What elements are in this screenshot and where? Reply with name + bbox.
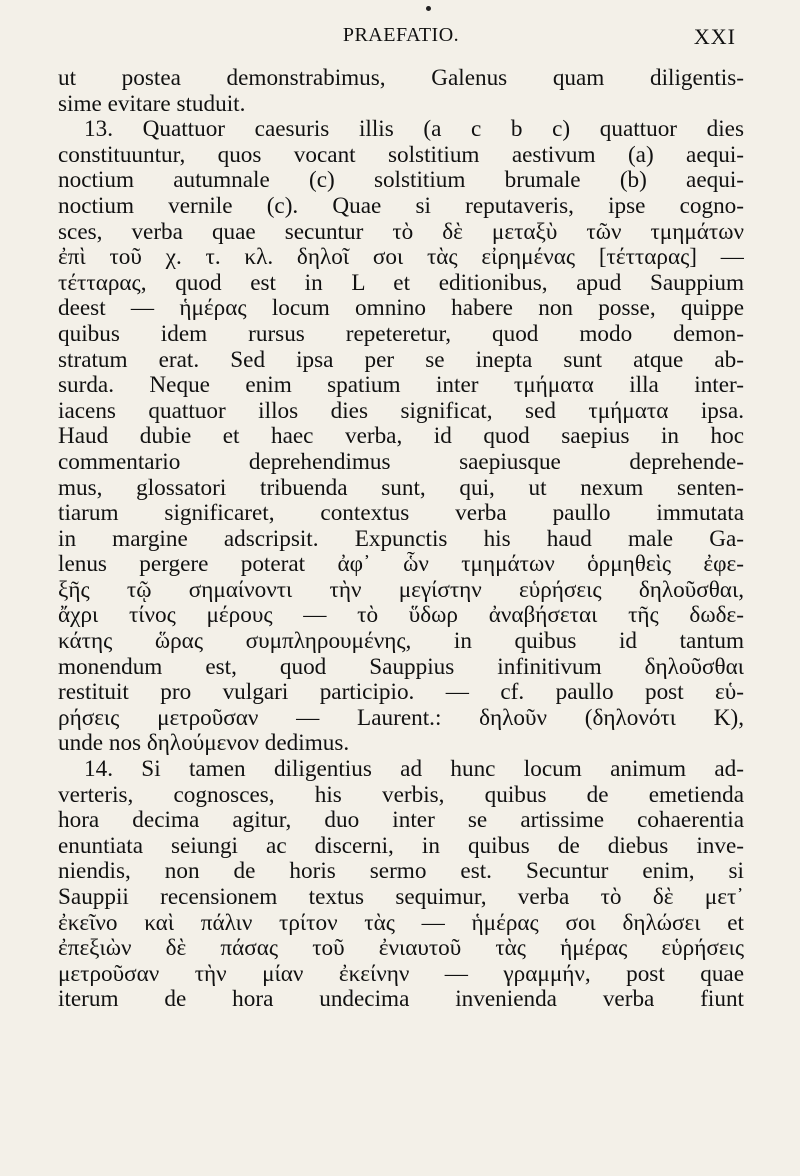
text-line: deest — ἡμέρας locum omnino habere non posse, quippe (58, 296, 744, 322)
text-line: ut postea demonstrabimus, Galenus quam diligentis- (58, 66, 744, 91)
text-line: hora decima agitur, duo inter se artissime cohaerentia (58, 808, 744, 834)
text-line: sime evitare studuit. (58, 91, 246, 117)
ink-dot (426, 6, 431, 11)
text-line: ἐπὶ τοῦ χ. τ. κλ. δηλοῖ σοι τὰς εἰρημένας [τέτταρας] — (58, 245, 744, 271)
text-line: iterum de hora undecima invenienda verba fiunt (58, 987, 744, 1013)
text-line: commentario deprehendimus saepiusque deprehende- (58, 449, 744, 475)
page-header (58, 22, 744, 52)
text-line: monendum est, quod Sauppius infinitivum δηλοῦσθαι (58, 654, 744, 680)
text-line: ξῆς τῷ σημαίνοντι τὴν μεγίστην εὑρήσεις δηλοῦσθαι, (58, 577, 744, 603)
text-line: ἄχρι τίνος μέρους — τὸ ὕδωρ ἀναβήσεται τῆς δωδε- (58, 603, 744, 629)
text-line: stratum erat. Sed ipsa per se inepta sunt atque ab- (58, 347, 744, 373)
text-line: iacens quattuor illos dies significat, sed τμήματα ipsa. (58, 398, 744, 424)
text-line: in margine adscripsit. Expunctis his haud male Ga- (58, 526, 744, 552)
text-line: noctium autumnale (c) solstitium brumale (b) aequi- (58, 168, 744, 194)
text-line: 14. Si tamen diligentius ad hunc locum animum ad- (84, 757, 744, 783)
text-line: ρήσεις μετροῦσαν — Laurent.: δηλοῦν (δηλονότι K), (58, 705, 744, 731)
text-line: niendis, non de horis sermo est. Secuntur enim, si (58, 859, 744, 885)
text-line: lenus pergere poterat ἀφ᾽ ὧν τμημάτων ὁρμηθεὶς ἐφε- (58, 552, 744, 578)
text-line: 13. Quattuor caesuris illis (a c b c) quattuor dies (84, 117, 744, 143)
running-head: PRAEFATIO. (342, 24, 460, 46)
text-line: Sauppii recensionem textus sequimur, verba τὸ δὲ μετ᾽ (58, 885, 744, 910)
text-line: μετροῦσαν τὴν μίαν ἐκείνην — γραμμήν, post quae (58, 961, 744, 987)
text-line: enuntiata seiungi ac discerni, in quibus de diebus inve- (58, 833, 744, 859)
text-line: ἐκεῖνο καὶ πάλιν τρίτον τὰς — ἡμέρας σοι δηλώσει et (58, 910, 744, 936)
text-line: constituuntur, quos vocant solstitium aestivum (a) aequi- (58, 142, 744, 168)
text-line: noctium vernile (c). Quae si reputaveris, ipse cogno- (58, 193, 744, 219)
text-line: sces, verba quae secuntur τὸ δὲ μεταξὺ τῶν τμημάτων (58, 219, 744, 245)
text-line: ἐπεξιὼν δὲ πάσας τοῦ ἐνιαυτοῦ τὰς ἡμέρας εὑρήσεις (58, 936, 744, 962)
body-text (58, 66, 744, 1013)
text-line: τέτταρας, quod est in L et editionibus, apud Sauppium (58, 270, 744, 296)
text-line: mus, glossatori tribuenda sunt, qui, ut nexum senten- (58, 475, 744, 501)
text-line: κάτης ὥρας συμπληρουμένης, in quibus id tantum (58, 629, 744, 655)
text-line: unde nos δηλούμενον dedimus. (58, 731, 350, 757)
text-line: restituit pro vulgari participio. — cf. paullo post εὑ- (58, 680, 744, 706)
text-line: verteris, cognosces, his verbis, quibus de emetienda (58, 782, 744, 808)
page-number: XXI (693, 24, 736, 49)
text-line: surda. Neque enim spatium inter τμήματα illa inter- (58, 373, 744, 399)
text-line: Haud dubie et haec verba, id quod saepius in hoc (58, 424, 744, 450)
text-line: quibus idem rursus repeteretur, quod modo demon- (58, 321, 744, 347)
text-line: tiarum significaret, contextus verba paullo immutata (58, 501, 744, 527)
